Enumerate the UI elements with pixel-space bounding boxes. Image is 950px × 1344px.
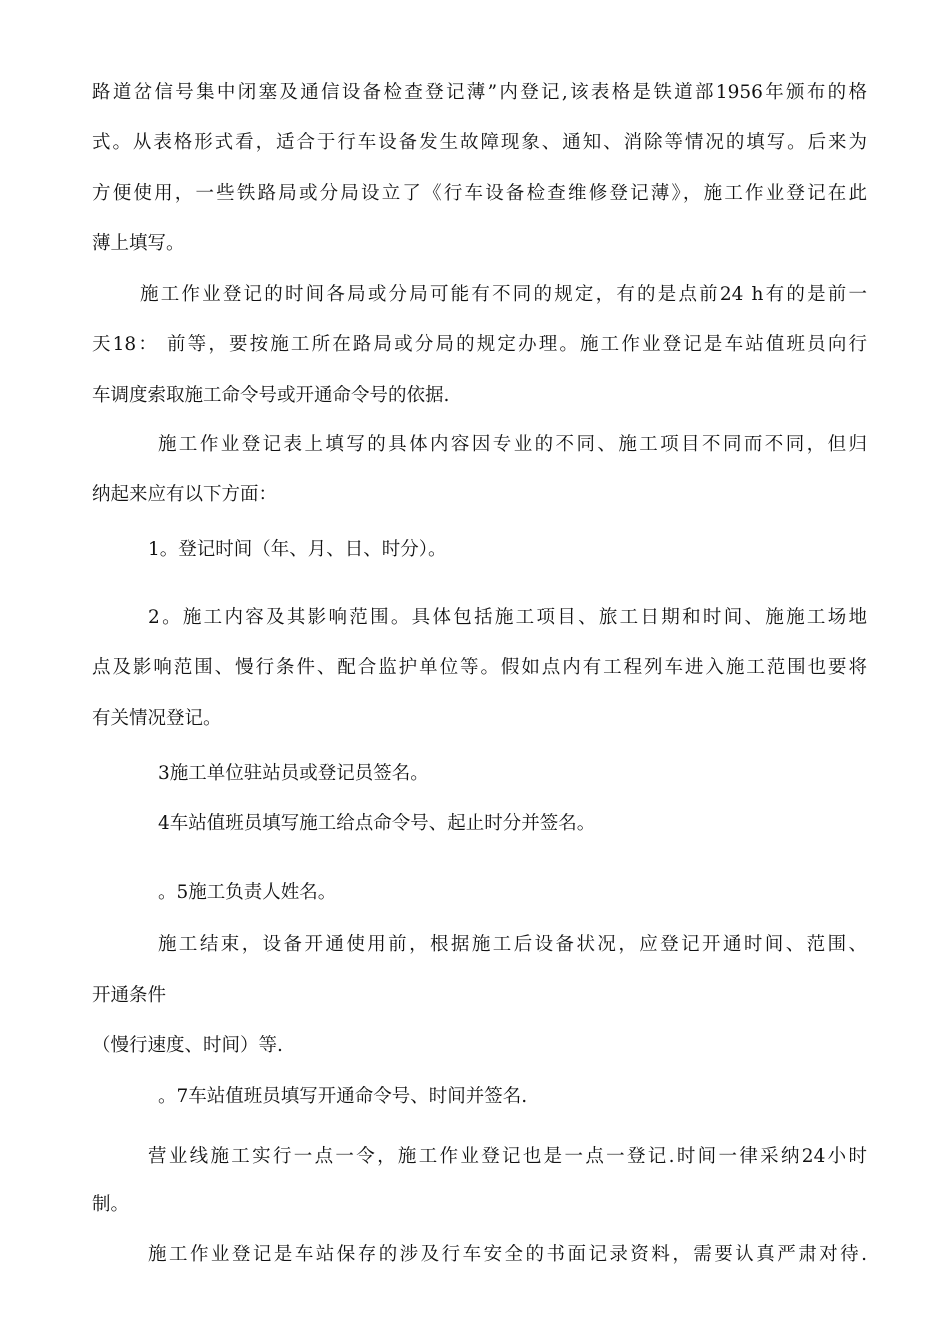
list-item-3: 3施工单位驻站员或登记员签名。 bbox=[158, 763, 429, 784]
text-line-final: 施工作业登记是车站保存的涉及行车安全的书面记录资料，需要认真严肃对待. bbox=[148, 1244, 867, 1265]
text-line-3: 方便使用，一些铁路局或分局设立了《行车设备检查维修登记薄》，施工作业登记在此 bbox=[92, 183, 867, 204]
text-line-rule-2: 制。 bbox=[92, 1194, 130, 1215]
text-line-6: 天18： 前等，要按施工所在路局或分局的规定办理。施工作业登记是车站值班员向行 bbox=[92, 334, 867, 355]
text-line-7: 车调度索取施工命令号或开通命令号的依据. bbox=[92, 385, 450, 406]
list-item-2-line-1: 2。施工内容及其影响范围。具体包括施工项目、旅工日期和时间、施施工场地 bbox=[148, 607, 867, 628]
text-line-2: 式。从表格形式看，适合于行车设备发生故障现象、通知、消除等情况的填写。后来为 bbox=[92, 132, 867, 153]
text-line-8: 施工作业登记表上填写的具体内容因专业的不同、施工项目不同而不同，但归 bbox=[158, 434, 867, 455]
list-item-2-line-3: 有关情况登记。 bbox=[92, 708, 222, 729]
text-line-5: 施工作业登记的时间各局或分局可能有不同的规定，有的是点前24 h有的是前一 bbox=[140, 284, 867, 305]
list-item-4: 4车站值班员填写施工给点命令号、起止时分并签名。 bbox=[158, 813, 596, 834]
text-line-4: 薄上填写。 bbox=[92, 233, 185, 254]
text-line-closing-1: 施工结束，设备开通使用前，根据施工后设备状况，应登记开通时间、范围、 bbox=[158, 934, 867, 955]
text-line-9: 纳起来应有以下方面： bbox=[92, 484, 278, 505]
text-line-rule-1: 营业线施工实行一点一令，施工作业登记也是一点一登记.时间一律采纳24小时 bbox=[148, 1146, 867, 1167]
text-line-closing-3: （慢行速度、时间）等. bbox=[92, 1035, 283, 1056]
list-item-7: 。7车站值班员填写开通命令号、时间并签名. bbox=[158, 1086, 528, 1107]
list-item-2-line-2: 点及影响范围、慢行条件、配合监护单位等。假如点内有工程列车进入施工范围也要将 bbox=[92, 657, 867, 678]
text-line-1: 路道岔信号集中闭塞及通信设备检查登记薄”内登记,该表格是铁道部1956年颁布的格 bbox=[92, 82, 867, 103]
list-item-1: 1。登记时间（年、月、日、时分）。 bbox=[148, 539, 447, 560]
list-item-5: 。5施工负责人姓名。 bbox=[158, 882, 337, 903]
text-line-closing-2: 开通条件 bbox=[92, 985, 167, 1006]
